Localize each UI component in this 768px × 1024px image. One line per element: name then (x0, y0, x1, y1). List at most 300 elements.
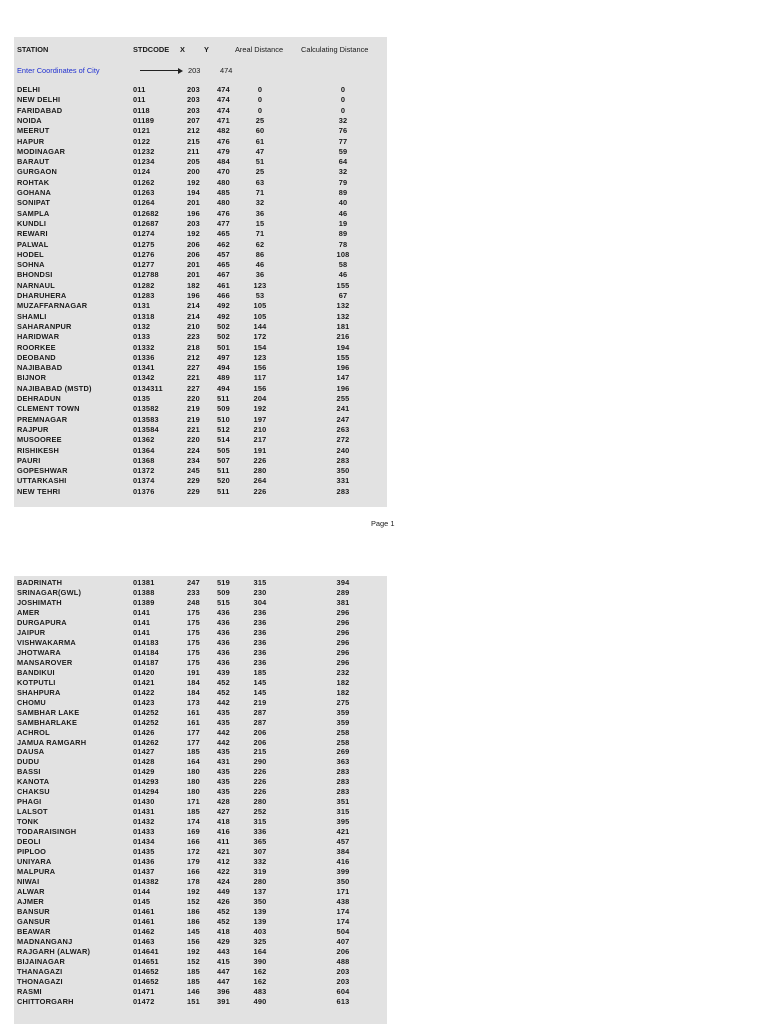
std-code: 014252 (133, 707, 159, 717)
x-coordinate: 207 (187, 115, 200, 125)
y-coordinate: 519 (217, 578, 230, 587)
std-code: 014382 (133, 877, 159, 887)
table-row: SONIPAT 01264 201 480 32 40 (17, 198, 348, 208)
table-row: PALWAL 01275 206 462 62 78 (17, 239, 348, 249)
station-name: BADRINATH (17, 578, 63, 587)
y-coordinate: 418 (217, 926, 230, 936)
station-name: ALWAR (17, 887, 45, 897)
y-coordinate: 418 (217, 817, 230, 827)
station-name: BIJNOR (17, 373, 47, 383)
y-coordinate: 505 (217, 445, 230, 455)
std-code: 01435 (133, 847, 155, 857)
y-coordinate: 436 (217, 647, 230, 657)
table-row: BANSUR 01461 186 452 139 174 (17, 907, 350, 916)
x-coordinate: 161 (187, 707, 200, 717)
station-name: GANSUR (17, 916, 51, 926)
station-name: DHARUHERA (17, 291, 67, 300)
x-coordinate: 192 (187, 946, 200, 956)
std-code: 014252 (133, 717, 159, 727)
std-code: 01381 (133, 578, 155, 587)
station-name: GOPESHWAR (17, 466, 68, 476)
station-name: NEW TEHRI (17, 486, 61, 496)
std-code: 0141 (133, 617, 151, 627)
std-code: 0122 (133, 136, 151, 146)
std-code: 01432 (133, 817, 155, 827)
station-name: NAJIBABAD (MSTD) (17, 383, 92, 393)
x-coordinate: 223 (187, 332, 200, 342)
std-code: 01189 (133, 115, 155, 125)
station-name: THONAGAZI (17, 976, 63, 986)
y-coordinate: 436 (217, 627, 230, 637)
std-code: 0131 (133, 301, 151, 311)
x-coordinate: 211 (187, 146, 200, 156)
y-coordinate: 474 (217, 85, 230, 94)
x-coordinate: 220 (187, 435, 200, 445)
y-coordinate: 431 (217, 757, 230, 767)
table-row: LALSOT 01431 185 427 252 315 (17, 807, 350, 817)
std-code: 01264 (133, 198, 155, 208)
y-coordinate: 477 (217, 218, 230, 228)
table-row: GOPESHWAR 01372 245 511 280 350 (17, 466, 350, 476)
std-code: 01364 (133, 445, 155, 455)
x-coordinate: 205 (187, 157, 200, 167)
y-coordinate: 474 (217, 105, 230, 115)
station-name: SRINAGAR(GWL) (17, 587, 82, 597)
x-coordinate: 220 (187, 394, 200, 403)
x-coordinate: 164 (187, 757, 200, 767)
station-name: KOTPUTLI (17, 677, 56, 687)
station-name: CHOMU (17, 697, 46, 707)
x-coordinate: 175 (187, 657, 200, 667)
std-code: 014262 (133, 737, 159, 747)
station-name: PALWAL (17, 239, 49, 249)
entry-y-input[interactable]: 474 (220, 66, 233, 75)
header-areal-distance: Areal Distance (235, 45, 284, 54)
station-name: MEERUT (17, 126, 50, 136)
table-row: BANDIKUI 01420 191 439 185 232 (17, 667, 350, 677)
station-name: NIWAI (17, 877, 40, 887)
station-name: GOHANA (17, 188, 52, 197)
x-coordinate: 173 (187, 697, 200, 707)
table-row: MALPURA 01437 166 422 319 399 (17, 867, 350, 877)
y-coordinate: 484 (217, 157, 230, 167)
std-code: 01420 (133, 667, 155, 677)
station-name: NEW DELHI (17, 95, 61, 105)
y-coordinate: 509 (217, 404, 230, 414)
x-coordinate: 214 (187, 311, 200, 321)
std-code: 01263 (133, 188, 155, 197)
y-coordinate: 435 (217, 777, 230, 787)
station-name: CHAKSU (17, 787, 50, 797)
std-code: 01368 (133, 455, 155, 465)
y-coordinate: 426 (217, 897, 230, 907)
std-code: 01274 (133, 229, 155, 239)
x-coordinate: 227 (187, 363, 200, 373)
x-coordinate: 229 (187, 476, 200, 486)
table-row: DHARUHERA 01283 196 466 53 67 (17, 291, 348, 300)
std-code: 01389 (133, 597, 155, 607)
x-coordinate: 201 (187, 270, 200, 280)
std-code: 01374 (133, 476, 155, 486)
x-coordinate: 215 (187, 136, 200, 146)
y-coordinate: 447 (217, 966, 230, 976)
table-row: MADNANGANJ 01463 156 429 325 407 (17, 936, 350, 946)
station-name: AJMER (17, 897, 44, 907)
table-row: SOHNA 01277 201 465 46 58 (17, 260, 348, 270)
y-coordinate: 435 (217, 767, 230, 777)
station-name: DEOLI (17, 837, 41, 847)
station-name: ACHROL (17, 727, 50, 737)
y-coordinate: 514 (217, 435, 230, 445)
station-name: JOSHIMATH (17, 597, 62, 607)
y-coordinate: 512 (217, 424, 230, 434)
std-code: 01262 (133, 177, 155, 187)
x-coordinate: 179 (187, 857, 200, 867)
std-code: 0133 (133, 332, 151, 342)
x-coordinate: 248 (187, 597, 200, 607)
x-coordinate: 203 (187, 105, 200, 115)
x-coordinate: 206 (187, 239, 200, 249)
x-coordinate: 186 (187, 907, 200, 916)
std-code: 01436 (133, 857, 155, 867)
y-coordinate: 462 (217, 239, 230, 249)
std-code: 0141 (133, 607, 151, 617)
y-coordinate: 497 (217, 352, 230, 362)
table-row: KUNDLI 012687 203 477 15 19 (17, 218, 348, 228)
std-code: 01283 (133, 291, 155, 300)
table-row: REWARI 01274 192 465 71 89 (17, 229, 348, 239)
station-name: BIJAINAGAR (17, 956, 65, 966)
std-code: 01433 (133, 827, 155, 837)
station-name: RAJPUR (17, 424, 49, 434)
y-coordinate: 476 (217, 136, 230, 146)
y-coordinate: 435 (217, 787, 230, 797)
table-row: MANSAROVER 014187 175 436 236 296 (17, 657, 350, 667)
std-code: 01342 (133, 373, 155, 383)
table-row: UTTARKASHI 01374 229 520 264 331 (17, 476, 350, 486)
station-name: DEHRADUN (17, 394, 61, 403)
std-code: 012682 (133, 208, 159, 218)
std-code: 01428 (133, 757, 155, 767)
std-code: 01422 (133, 687, 155, 697)
y-coordinate: 435 (217, 747, 230, 757)
table-row: VISHWAKARMA 014183 175 436 236 296 (17, 637, 350, 647)
station-name: MUSOOREE (17, 435, 62, 445)
std-code: 0134311 (133, 383, 163, 393)
std-code: 014652 (133, 966, 159, 976)
x-coordinate: 185 (187, 807, 200, 817)
y-coordinate: 511 (217, 394, 230, 403)
x-coordinate: 196 (187, 208, 200, 218)
table-row: BIJNOR 01342 221 489 117 147 (17, 373, 350, 383)
std-code: 01461 (133, 916, 155, 926)
table-row: JHOTWARA 014184 175 436 236 296 (17, 647, 350, 657)
x-coordinate: 221 (187, 424, 200, 434)
station-name: DAUSA (17, 747, 45, 757)
y-coordinate: 470 (217, 167, 230, 177)
std-code: 0141 (133, 627, 151, 637)
std-code: 0144 (133, 887, 151, 897)
station-name: KUNDLI (17, 218, 47, 228)
header-y: Y (204, 45, 209, 54)
station-name: MADNANGANJ (17, 936, 73, 946)
table-row: NOIDA 01189 207 471 25 32 (17, 115, 348, 125)
x-coordinate: 203 (187, 95, 200, 105)
std-code: 0124 (133, 167, 151, 177)
x-coordinate: 203 (187, 85, 200, 94)
y-coordinate: 482 (217, 126, 230, 136)
station-name: SAMPLA (17, 208, 50, 218)
y-coordinate: 465 (217, 229, 230, 239)
std-code: 01471 (133, 986, 155, 996)
x-coordinate: 203 (187, 218, 200, 228)
table-row: CLEMENT TOWN 013582 219 509 192 241 (17, 404, 350, 414)
y-coordinate: 466 (217, 291, 230, 300)
coordinate-entry-row (14, 66, 387, 76)
station-name: JAMUA RAMGARH (17, 737, 87, 747)
station-name: MODINAGAR (17, 146, 66, 156)
y-coordinate: 520 (217, 476, 230, 486)
x-coordinate: 185 (187, 976, 200, 986)
y-coordinate: 447 (217, 976, 230, 986)
std-code: 014183 (133, 637, 159, 647)
station-name: UNIYARA (17, 857, 52, 867)
x-coordinate: 171 (187, 797, 200, 807)
table-row: JAIPUR 0141 175 436 236 296 (17, 627, 350, 637)
table-row: SHAHPURA 01422 184 452 145 182 (17, 687, 350, 697)
x-coordinate: 227 (187, 383, 200, 393)
table-row: ROHTAK 01262 192 480 63 79 (17, 177, 348, 187)
y-coordinate: 428 (217, 797, 230, 807)
table-row: NARNAUL 01282 182 461 123 155 (17, 280, 350, 290)
std-code: 01336 (133, 352, 155, 362)
x-coordinate: 229 (187, 486, 200, 496)
table-row: SAMBHARLAKE 014252 161 435 287 359 (17, 717, 350, 727)
station-name: JAIPUR (17, 627, 46, 637)
station-name: SAHARANPUR (17, 321, 72, 331)
table-row: PREMNAGAR 013583 219 510 197 247 (17, 414, 350, 424)
x-coordinate: 184 (187, 687, 200, 697)
std-code: 01426 (133, 727, 155, 737)
station-name: RASMI (17, 986, 42, 996)
station-name: DURGAPURA (17, 617, 67, 627)
y-coordinate: 442 (217, 727, 230, 737)
header-station: STATION (17, 45, 49, 54)
station-name: BANSUR (17, 907, 50, 916)
x-coordinate: 175 (187, 607, 200, 617)
table-row: KOTPUTLI 01421 184 452 145 182 (17, 677, 350, 687)
x-coordinate: 180 (187, 777, 200, 787)
y-coordinate: 391 (217, 996, 230, 1006)
std-code: 01462 (133, 926, 155, 936)
station-name: FARIDABAD (17, 105, 63, 115)
station-name: PIPLOO (17, 847, 47, 857)
std-code: 0121 (133, 126, 151, 136)
station-name: BHONDSI (17, 270, 53, 280)
y-coordinate: 443 (217, 946, 230, 956)
std-code: 01372 (133, 466, 155, 476)
station-name: RAJGARH (ALWAR) (17, 946, 91, 956)
x-coordinate: 219 (187, 404, 200, 414)
y-coordinate: 510 (217, 414, 230, 424)
table-row: MODINAGAR 01232 211 479 47 59 (17, 146, 348, 156)
x-coordinate: 214 (187, 301, 200, 311)
y-coordinate: 511 (217, 466, 230, 476)
table-row: TONK 01432 174 418 315 395 (17, 817, 350, 827)
x-coordinate: 152 (187, 956, 200, 966)
x-coordinate: 151 (187, 996, 200, 1006)
table-row: SRINAGAR(GWL) 01388 233 509 230 289 (17, 587, 350, 597)
x-coordinate: 175 (187, 637, 200, 647)
station-name: SHAHPURA (17, 687, 61, 697)
x-coordinate: 247 (187, 578, 200, 587)
header-calculating-distance: Calculating Distance (301, 45, 369, 54)
x-coordinate: 201 (187, 260, 200, 270)
table-row: SAMPLA 012682 196 476 36 46 (17, 208, 348, 218)
x-coordinate: 152 (187, 897, 200, 907)
x-coordinate: 175 (187, 627, 200, 637)
x-coordinate: 156 (187, 936, 200, 946)
table-row: ROORKEE 01332 218 501 154 194 (17, 342, 350, 352)
y-coordinate: 436 (217, 607, 230, 617)
y-coordinate: 436 (217, 637, 230, 647)
station-name: SHAMLI (17, 311, 47, 321)
station-name: REWARI (17, 229, 48, 239)
table-row: BIJAINAGAR 014651 152 415 390 488 (17, 956, 350, 966)
table-row: AMER 0141 175 436 236 296 (17, 607, 350, 617)
y-coordinate: 442 (217, 697, 230, 707)
table-row: NIWAI 014382 178 424 280 350 (17, 877, 350, 887)
std-code: 01427 (133, 747, 155, 757)
std-code: 011 (133, 95, 146, 105)
x-coordinate: 221 (187, 373, 200, 383)
y-coordinate: 485 (217, 188, 230, 197)
x-coordinate: 192 (187, 229, 200, 239)
std-code: 0132 (133, 321, 151, 331)
station-name: HAPUR (17, 136, 45, 146)
table-row: RASMI 01471 146 396 483 604 (17, 986, 350, 996)
table-row: RAJPUR 013584 221 512 210 263 (17, 424, 350, 434)
x-coordinate: 180 (187, 787, 200, 797)
std-code: 01461 (133, 907, 155, 916)
y-coordinate: 436 (217, 617, 230, 627)
x-coordinate: 182 (187, 280, 200, 290)
station-name: NARNAUL (17, 280, 55, 290)
std-code: 01376 (133, 486, 155, 496)
station-name: RISHIKESH (17, 445, 60, 455)
table-row: NEW TEHRI 01376 229 511 226 283 (17, 486, 350, 496)
station-name: BANDIKUI (17, 667, 55, 677)
x-coordinate: 233 (187, 587, 200, 597)
y-coordinate: 515 (217, 597, 230, 607)
x-coordinate: 212 (187, 352, 200, 362)
y-coordinate: 480 (217, 177, 230, 187)
y-coordinate: 422 (217, 867, 230, 877)
y-coordinate: 479 (217, 146, 230, 156)
station-name: BASSI (17, 767, 41, 777)
table-row: PHAGI 01430 171 428 280 351 (17, 797, 350, 807)
std-code: 014293 (133, 777, 159, 787)
station-name: TODARAISINGH (17, 827, 77, 837)
x-coordinate: 185 (187, 747, 200, 757)
std-code: 01362 (133, 435, 155, 445)
table-row: RISHIKESH 01364 224 505 191 240 (17, 445, 350, 455)
y-coordinate: 429 (217, 936, 230, 946)
table-row: BASSI 01429 180 435 226 283 (17, 767, 350, 777)
y-coordinate: 507 (217, 455, 230, 465)
y-coordinate: 424 (217, 877, 230, 887)
y-coordinate: 511 (217, 486, 230, 496)
x-coordinate: 201 (187, 198, 200, 208)
y-coordinate: 494 (217, 363, 230, 373)
station-name: PREMNAGAR (17, 414, 68, 424)
station-name: GURGAON (17, 167, 57, 177)
station-name: SOHNA (17, 260, 45, 270)
x-coordinate: 146 (187, 986, 200, 996)
station-name: HARIDWAR (17, 332, 60, 342)
table-row: SAMBHAR LAKE 014252 161 435 287 359 (17, 707, 350, 717)
y-coordinate: 412 (217, 857, 230, 867)
table-row: HARIDWAR 0133 223 502 172 216 (17, 332, 350, 342)
sheet-page-2 (14, 576, 387, 1024)
station-name: LALSOT (17, 807, 48, 817)
station-name: CLEMENT TOWN (17, 404, 80, 414)
arrow-right-icon (140, 70, 178, 71)
x-coordinate: 218 (187, 342, 200, 352)
table-row: NAJIBABAD (MSTD) 0134311 227 494 156 196 (17, 383, 350, 393)
y-coordinate: 416 (217, 827, 230, 837)
station-name: ROORKEE (17, 342, 56, 352)
y-coordinate: 509 (217, 587, 230, 597)
x-coordinate: 224 (187, 445, 200, 455)
y-coordinate: 502 (217, 332, 230, 342)
std-code: 01341 (133, 363, 155, 373)
x-coordinate: 219 (187, 414, 200, 424)
table-row: BARAUT 01234 205 484 51 64 (17, 157, 348, 167)
table-row: JAMUA RAMGARH 014262 177 442 206 258 (17, 737, 350, 747)
y-coordinate: 415 (217, 956, 230, 966)
y-coordinate: 436 (217, 657, 230, 667)
table-row: FARIDABAD 0118 203 474 0 0 (17, 105, 346, 115)
y-coordinate: 457 (217, 249, 230, 259)
table-row: DEOBAND 01336 212 497 123 155 (17, 352, 350, 362)
x-coordinate: 180 (187, 767, 200, 777)
table-row: THONAGAZI 014652 185 447 162 203 (17, 976, 350, 986)
table-row: GURGAON 0124 200 470 25 32 (17, 167, 348, 177)
x-coordinate: 234 (187, 455, 200, 465)
table-row: CHITTORGARH 01472 151 391 490 613 (17, 996, 350, 1006)
table-row: BHONDSI 012788 201 467 36 46 (17, 270, 348, 280)
std-code: 014184 (133, 647, 159, 657)
y-coordinate: 452 (217, 916, 230, 926)
table-row: SHAMLI 01318 214 492 105 132 (17, 311, 350, 321)
x-coordinate: 206 (187, 249, 200, 259)
station-name: VISHWAKARMA (17, 637, 76, 647)
std-code: 01431 (133, 807, 155, 817)
entry-x-input[interactable]: 203 (188, 66, 201, 75)
std-code: 01276 (133, 249, 155, 259)
y-coordinate: 465 (217, 260, 230, 270)
y-coordinate: 461 (217, 280, 230, 290)
std-code: 01429 (133, 767, 155, 777)
x-coordinate: 169 (187, 827, 200, 837)
std-code: 01463 (133, 936, 155, 946)
table-row: BEAWAR 01462 145 418 403 504 (17, 926, 350, 936)
table-row: DEOLI 01434 166 411 365 457 (17, 837, 350, 847)
station-name: ROHTAK (17, 177, 50, 187)
page-number-label: Page 1 (371, 519, 395, 528)
y-coordinate: 502 (217, 321, 230, 331)
